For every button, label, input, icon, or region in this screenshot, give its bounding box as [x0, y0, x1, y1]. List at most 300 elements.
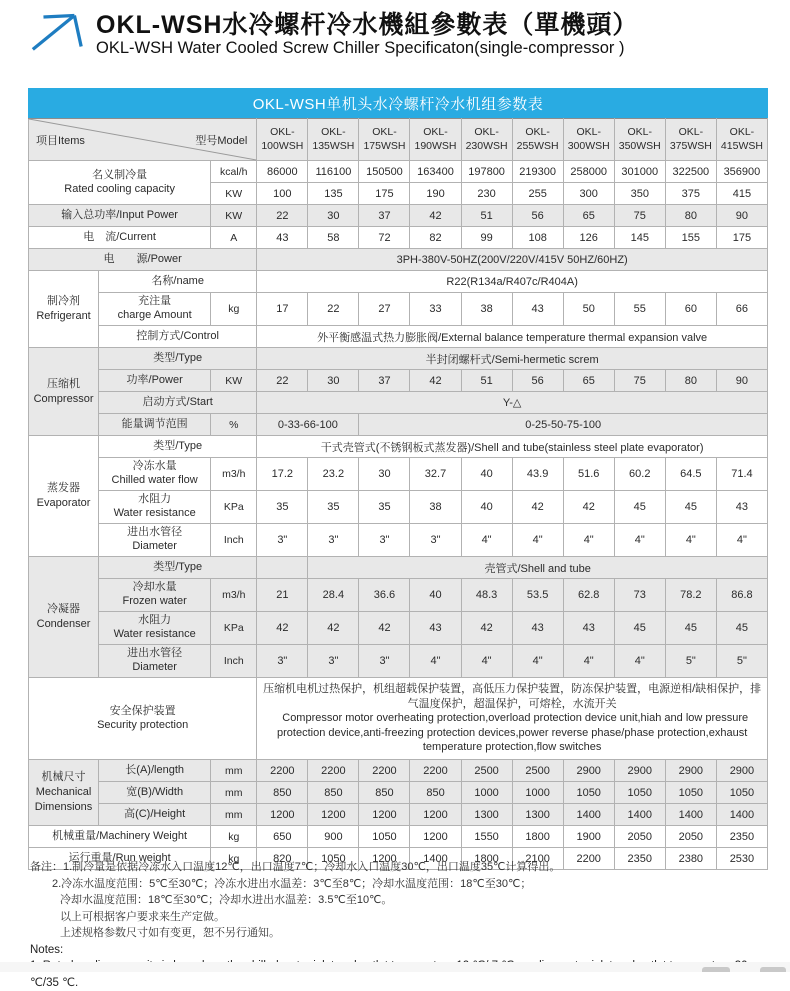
unit-cell: KPa [211, 612, 257, 645]
capacity-label-en: Rated cooling capacity [64, 182, 175, 195]
length-value-cell: 2200 [308, 760, 359, 782]
model-header-cell: OKL-415WSH [716, 119, 767, 161]
machinery-weight-value-cell: 900 [308, 826, 359, 848]
table-row-refrigerant-name [29, 271, 768, 293]
input-power-value-cell: 42 [410, 205, 461, 227]
cond-diameter-value-cell: 4" [461, 645, 512, 678]
compressor-power-label-cell: 功率/Power [99, 370, 211, 392]
cond-diameter-value-cell: 4" [410, 645, 461, 678]
current-value-cell: 108 [512, 227, 563, 249]
cond-diameter-label-zh: 进出水管径 [127, 647, 183, 660]
cond-diameter-value-cell: 4" [614, 645, 665, 678]
table-row-length [29, 760, 768, 782]
notes-heading-en: Notes: [30, 943, 64, 956]
unit-cell: kg [211, 848, 257, 870]
model-header-cell: OKL-135WSH [308, 119, 359, 161]
width-value-cell: 1000 [512, 782, 563, 804]
capacity-kcal-value-cell: 322500 [665, 161, 716, 183]
table-row-condenser-diameter [29, 645, 768, 678]
unit-cell: % [211, 414, 257, 436]
width-value-cell: 850 [308, 782, 359, 804]
unit-cell: Inch [211, 645, 257, 678]
run-weight-label-cell: 运行重量/Run weight [29, 848, 211, 870]
machinery-weight-value-cell: 1900 [563, 826, 614, 848]
capacity-kcal-value-cell: 163400 [410, 161, 461, 183]
evaporator-type-label-cell: 类型/Type [99, 436, 257, 458]
unit-cell: kcal/h [211, 161, 257, 183]
width-value-cell: 1000 [461, 782, 512, 804]
security-text-zh: 压缩机电机过热保护，机组超载保护装置，高低压力保护装置，防冻保护装置，电源逆相/缺相保护，排气温度保护，超温保护，可熔栓，水流开关 [263, 683, 762, 710]
input-power-value-cell: 90 [716, 205, 767, 227]
dimensions-label-en1: Mechanical [35, 786, 92, 799]
evap-resistance-value-cell: 45 [614, 491, 665, 524]
capacity-kw-value-cell: 415 [716, 183, 767, 205]
spec-table [28, 118, 768, 870]
table-row-power-supply [29, 249, 768, 271]
page-edge-stub [760, 967, 786, 972]
evaporator-label-zh: 蒸发器 [47, 482, 81, 495]
control-label-cell: 控制方式/Control [99, 326, 257, 348]
capacity-kcal-value-cell: 258000 [563, 161, 614, 183]
current-value-cell: 155 [665, 227, 716, 249]
width-value-cell: 1050 [665, 782, 716, 804]
power-supply-value-cell: 3PH-380V-50HZ(200V/220V/415V 50HZ/60HZ) [257, 249, 768, 271]
note-line: 2.冷冻水温度范围：5℃至30℃；冷冻水进出水温差：3℃至8℃；冷却水温度范围：18℃至30℃； [52, 877, 532, 890]
capacity-kw-value-cell: 300 [563, 183, 614, 205]
table-row-refrigerant-charge [29, 293, 768, 326]
cooling-flow-label-en: Frozen water [122, 595, 187, 607]
length-value-cell: 2900 [563, 760, 614, 782]
length-value-cell: 2200 [359, 760, 410, 782]
model-header-cell: OKL-375WSH [665, 119, 716, 161]
evap-diameter-value-cell: 4" [512, 524, 563, 557]
run-weight-value-cell: 1050 [308, 848, 359, 870]
cond-resistance-label-en: Water resistance [113, 628, 196, 640]
height-value-cell: 1200 [308, 804, 359, 826]
chilled-flow-label-zh: 冷冻水量 [132, 460, 177, 473]
items-header-label: 项目Items [36, 134, 85, 147]
compressor-power-value-cell: 30 [308, 370, 359, 392]
evap-resistance-value-cell: 43 [716, 491, 767, 524]
table-row-evaporator-diameter [29, 524, 768, 557]
evap-diameter-value-cell: 3" [257, 524, 308, 557]
chilled-flow-label-cell [99, 458, 211, 491]
table-header-row [29, 119, 768, 161]
cooling-flow-value-cell: 86.8 [716, 579, 767, 612]
cond-diameter-value-cell: 3" [257, 645, 308, 678]
cond-resistance-value-cell: 43 [410, 612, 461, 645]
evap-resistance-label-zh: 水阻力 [138, 493, 172, 506]
unit-cell: KW [211, 370, 257, 392]
run-weight-value-cell: 2100 [512, 848, 563, 870]
unit-cell: kg [211, 293, 257, 326]
machinery-weight-value-cell: 1200 [410, 826, 461, 848]
model-header-cell: OKL-100WSH [257, 119, 308, 161]
compressor-label-en: Compressor [33, 392, 94, 405]
run-weight-value-cell: 820 [257, 848, 308, 870]
cond-diameter-value-cell: 5" [716, 645, 767, 678]
capacity-kw-value-cell: 190 [410, 183, 461, 205]
page-title-en: OKL-WSH Water Cooled Screw Chiller Specificaton(single-compressor ) [96, 39, 625, 57]
table-row-evaporator-flow [29, 458, 768, 491]
cond-resistance-value-cell: 42 [359, 612, 410, 645]
cooling-flow-value-cell: 36.6 [359, 579, 410, 612]
height-value-cell: 1200 [359, 804, 410, 826]
model-header-cell: OKL-300WSH [563, 119, 614, 161]
capacity-kw-value-cell: 350 [614, 183, 665, 205]
run-weight-value-cell: 2350 [614, 848, 665, 870]
input-power-value-cell: 37 [359, 205, 410, 227]
charge-value-cell: 17 [257, 293, 308, 326]
compressor-power-value-cell: 90 [716, 370, 767, 392]
cond-resistance-value-cell: 45 [665, 612, 716, 645]
power-supply-label-cell: 电 源/Power [29, 249, 257, 271]
capacity-kcal-value-cell: 150500 [359, 161, 410, 183]
width-value-cell: 850 [359, 782, 410, 804]
chilled-flow-value-cell: 43.9 [512, 458, 563, 491]
height-label-cell: 高(C)/Height [99, 804, 211, 826]
security-label-en: Security protection [97, 718, 189, 731]
height-value-cell: 1400 [614, 804, 665, 826]
dimensions-label-zh: 机械尺寸 [41, 771, 86, 784]
table-row-condenser-resistance [29, 612, 768, 645]
evap-resistance-value-cell: 42 [512, 491, 563, 524]
evap-resistance-value-cell: 35 [359, 491, 410, 524]
cond-resistance-label-cell [99, 612, 211, 645]
note-line: 上述规格参数尺寸如有变更，恕不另行通知。 [60, 927, 280, 939]
capacity-kcal-value-cell: 301000 [614, 161, 665, 183]
energy-range-small-cell: 0-33-66-100 [257, 414, 359, 436]
charge-value-cell: 27 [359, 293, 410, 326]
cond-diameter-label-cell [99, 645, 211, 678]
current-value-cell: 126 [563, 227, 614, 249]
height-value-cell: 1400 [716, 804, 767, 826]
cond-resistance-value-cell: 42 [308, 612, 359, 645]
model-header-cell: OKL-175WSH [359, 119, 410, 161]
refrigerant-name-value-cell: R22(R134a/R407c/R404A) [257, 271, 768, 293]
unit-cell: mm [211, 782, 257, 804]
table-row-current [29, 227, 768, 249]
compressor-category-cell [29, 348, 99, 436]
compressor-power-value-cell: 22 [257, 370, 308, 392]
evap-resistance-value-cell: 35 [257, 491, 308, 524]
evap-diameter-label-cell [99, 524, 211, 557]
current-value-cell: 175 [716, 227, 767, 249]
cond-resistance-value-cell: 45 [614, 612, 665, 645]
evaporator-label-en: Evaporator [36, 497, 91, 509]
charge-label-en: charge Amount [117, 309, 192, 321]
evap-diameter-value-cell: 3" [308, 524, 359, 557]
cond-resistance-value-cell: 43 [563, 612, 614, 645]
current-value-cell: 72 [359, 227, 410, 249]
machinery-weight-value-cell: 650 [257, 826, 308, 848]
evap-diameter-label-zh: 进出水管径 [127, 526, 183, 539]
condenser-type-label-cell: 类型/Type [99, 557, 257, 579]
charge-value-cell: 60 [665, 293, 716, 326]
energy-label-cell: 能量调节范围 [99, 414, 211, 436]
cond-diameter-value-cell: 3" [359, 645, 410, 678]
evap-diameter-value-cell: 3" [410, 524, 461, 557]
corner-header-cell [29, 119, 257, 161]
cooling-flow-value-cell: 78.2 [665, 579, 716, 612]
condenser-category-cell [29, 557, 99, 678]
evap-resistance-value-cell: 45 [665, 491, 716, 524]
evaporator-category-cell [29, 436, 99, 557]
evap-resistance-value-cell: 42 [563, 491, 614, 524]
unit-cell: mm [211, 760, 257, 782]
compressor-power-value-cell: 51 [461, 370, 512, 392]
input-power-value-cell: 65 [563, 205, 614, 227]
chilled-flow-value-cell: 23.2 [308, 458, 359, 491]
cond-resistance-value-cell: 45 [716, 612, 767, 645]
cooling-flow-value-cell: 40 [410, 579, 461, 612]
unit-cell: mm [211, 804, 257, 826]
table-row-capacity-kcal [29, 161, 768, 183]
refrigerant-label-en: Refrigerant [36, 310, 91, 322]
run-weight-value-cell: 1800 [461, 848, 512, 870]
evap-diameter-value-cell: 4" [614, 524, 665, 557]
height-value-cell: 1400 [563, 804, 614, 826]
model-header-cell: OKL-190WSH [410, 119, 461, 161]
capacity-label-zh: 名义制冷量 [92, 168, 148, 181]
compressor-power-value-cell: 80 [665, 370, 716, 392]
width-value-cell: 1050 [563, 782, 614, 804]
run-weight-value-cell: 1200 [359, 848, 410, 870]
compressor-power-value-cell: 65 [563, 370, 614, 392]
unit-cell: m3/h [211, 458, 257, 491]
model-header-cell: OKL-255WSH [512, 119, 563, 161]
evap-diameter-value-cell: 4" [716, 524, 767, 557]
note-line: 冷却水温度范围：18℃至30℃；冷却水进出水温差：3.5℃至10℃。 [60, 894, 393, 906]
cond-diameter-value-cell: 4" [563, 645, 614, 678]
charge-value-cell: 22 [308, 293, 359, 326]
refrigerant-label-zh: 制冷剂 [47, 295, 81, 308]
start-value-cell: Y-△ [257, 392, 768, 414]
compressor-power-value-cell: 56 [512, 370, 563, 392]
table-row-compressor-start [29, 392, 768, 414]
unit-cell: KPa [211, 491, 257, 524]
cooling-flow-label-cell [99, 579, 211, 612]
unit-cell: A [211, 227, 257, 249]
energy-range-large-cell: 0-25-50-75-100 [359, 414, 768, 436]
capacity-kw-value-cell: 255 [512, 183, 563, 205]
cond-diameter-value-cell: 5" [665, 645, 716, 678]
charge-label-cell [99, 293, 211, 326]
refrigerant-category-cell [29, 271, 99, 348]
security-label-cell [29, 678, 257, 760]
height-value-cell: 1200 [410, 804, 461, 826]
run-weight-value-cell: 2200 [563, 848, 614, 870]
control-value-cell: 外平衡感温式热力膨胀阀/External balance temperature thermal expansion valve [257, 326, 768, 348]
start-label-cell: 启动方式/Start [99, 392, 257, 414]
machinery-weight-value-cell: 1550 [461, 826, 512, 848]
input-power-value-cell: 30 [308, 205, 359, 227]
run-weight-value-cell: 2530 [716, 848, 767, 870]
charge-value-cell: 38 [461, 293, 512, 326]
run-weight-value-cell: 1400 [410, 848, 461, 870]
cooling-flow-value-cell: 28.4 [308, 579, 359, 612]
table-row-compressor-power [29, 370, 768, 392]
cooling-flow-value-cell: 21 [257, 579, 308, 612]
security-value-cell [257, 678, 768, 760]
chilled-flow-value-cell: 51.6 [563, 458, 614, 491]
evap-diameter-value-cell: 4" [665, 524, 716, 557]
charge-value-cell: 33 [410, 293, 461, 326]
length-value-cell: 2500 [461, 760, 512, 782]
dimensions-category-cell [29, 760, 99, 826]
capacity-kw-value-cell: 100 [257, 183, 308, 205]
capacity-kcal-value-cell: 219300 [512, 161, 563, 183]
evaporator-type-value-cell: 干式壳管式(不锈钢板式蒸发器)/Shell and tube(stainless steel plate evaporator) [257, 436, 768, 458]
width-value-cell: 850 [257, 782, 308, 804]
input-power-value-cell: 75 [614, 205, 665, 227]
table-row-evaporator-type [29, 436, 768, 458]
chilled-flow-value-cell: 40 [461, 458, 512, 491]
chilled-flow-value-cell: 64.5 [665, 458, 716, 491]
footer-band [0, 962, 790, 972]
width-value-cell: 1050 [614, 782, 665, 804]
current-label-cell: 电 流/Current [29, 227, 211, 249]
capacity-kw-value-cell: 230 [461, 183, 512, 205]
cooling-flow-value-cell: 73 [614, 579, 665, 612]
run-weight-value-cell: 2380 [665, 848, 716, 870]
compressor-type-value-cell: 半封闭螺杆式/Semi-hermetic screm [257, 348, 768, 370]
model-header-cell: OKL-350WSH [614, 119, 665, 161]
evap-resistance-value-cell: 35 [308, 491, 359, 524]
input-power-value-cell: 51 [461, 205, 512, 227]
cooling-flow-label-zh: 冷却水量 [132, 581, 177, 594]
note-line: 以上可根据客户要求来生产定做。 [60, 910, 225, 923]
table-banner-title: OKL-WSH单机头水冷螺杆冷水机组参数表 [252, 95, 544, 113]
machinery-weight-value-cell: 2050 [614, 826, 665, 848]
machinery-weight-label-cell: 机械重量/Machinery Weight [29, 826, 211, 848]
table-row-evaporator-resistance [29, 491, 768, 524]
table-row-machinery-weight [29, 826, 768, 848]
table-row-width [29, 782, 768, 804]
current-value-cell: 99 [461, 227, 512, 249]
capacity-kcal-value-cell: 116100 [308, 161, 359, 183]
cond-resistance-value-cell: 43 [512, 612, 563, 645]
capacity-label-cell [29, 161, 211, 205]
cooling-flow-value-cell: 62.8 [563, 579, 614, 612]
table-row-refrigerant-control [29, 326, 768, 348]
input-power-value-cell: 56 [512, 205, 563, 227]
unit-cell: m3/h [211, 579, 257, 612]
cond-diameter-label-en: Diameter [132, 661, 177, 673]
length-value-cell: 2200 [257, 760, 308, 782]
cond-resistance-label-zh: 水阻力 [138, 614, 172, 627]
width-label-cell: 宽(B)/Width [99, 782, 211, 804]
charge-value-cell: 43 [512, 293, 563, 326]
height-value-cell: 1200 [257, 804, 308, 826]
note-line-en: ℃/35 ℃. [30, 976, 79, 989]
chilled-flow-value-cell: 32.7 [410, 458, 461, 491]
compressor-power-value-cell: 37 [359, 370, 410, 392]
refrigerant-name-label-cell: 名称/name [99, 271, 257, 293]
compressor-power-value-cell: 75 [614, 370, 665, 392]
cooling-flow-value-cell: 53.5 [512, 579, 563, 612]
cond-diameter-value-cell: 4" [512, 645, 563, 678]
length-value-cell: 2900 [665, 760, 716, 782]
unit-cell: kg [211, 826, 257, 848]
note-line: 备注：1.制冷量是依据冷冻水入口温度12℃，出口温度7℃；冷却水入口温度30℃，出口温度35℃计算得出。 [30, 861, 561, 873]
evap-resistance-label-cell [99, 491, 211, 524]
capacity-kw-value-cell: 135 [308, 183, 359, 205]
machinery-weight-value-cell: 2050 [665, 826, 716, 848]
chilled-flow-value-cell: 30 [359, 458, 410, 491]
cond-diameter-value-cell: 3" [308, 645, 359, 678]
height-value-cell: 1300 [512, 804, 563, 826]
table-row-condenser-flow [29, 579, 768, 612]
current-value-cell: 43 [257, 227, 308, 249]
chilled-flow-value-cell: 17.2 [257, 458, 308, 491]
evap-diameter-value-cell: 3" [359, 524, 410, 557]
length-label-cell: 长(A)/length [99, 760, 211, 782]
width-value-cell: 1050 [716, 782, 767, 804]
evap-resistance-value-cell: 38 [410, 491, 461, 524]
chilled-flow-value-cell: 60.2 [614, 458, 665, 491]
page-title-zh: OKL-WSH水冷螺杆冷水機組參數表（單機頭） [96, 11, 639, 39]
current-value-cell: 58 [308, 227, 359, 249]
dimensions-label-en2: Dimensions [34, 800, 93, 813]
capacity-kw-value-cell: 175 [359, 183, 410, 205]
evap-diameter-label-en: Diameter [132, 540, 177, 552]
charge-value-cell: 50 [563, 293, 614, 326]
machinery-weight-value-cell: 1050 [359, 826, 410, 848]
length-value-cell: 2900 [716, 760, 767, 782]
capacity-kcal-value-cell: 356900 [716, 161, 767, 183]
table-row-compressor-energy [29, 414, 768, 436]
input-power-label-cell: 输入总功率/Input Power [29, 205, 211, 227]
width-value-cell: 850 [410, 782, 461, 804]
model-header-cell: OKL-230WSH [461, 119, 512, 161]
capacity-kw-value-cell: 375 [665, 183, 716, 205]
current-value-cell: 145 [614, 227, 665, 249]
table-row-input-power [29, 205, 768, 227]
condenser-label-en: Condenser [36, 618, 91, 630]
input-power-value-cell: 80 [665, 205, 716, 227]
capacity-kcal-value-cell: 197800 [461, 161, 512, 183]
condenser-type-value-cell: 壳管式/Shell and tube [308, 557, 768, 579]
cooling-flow-value-cell: 48.3 [461, 579, 512, 612]
page-edge-stub [702, 967, 730, 972]
arrow-up-right-logo-icon [28, 6, 86, 56]
machinery-weight-value-cell: 2350 [716, 826, 767, 848]
cond-resistance-value-cell: 42 [461, 612, 512, 645]
length-value-cell: 2200 [410, 760, 461, 782]
height-value-cell: 1400 [665, 804, 716, 826]
charge-value-cell: 66 [716, 293, 767, 326]
table-row-condenser-type [29, 557, 768, 579]
chilled-flow-label-en: Chilled water flow [111, 474, 198, 486]
current-value-cell: 82 [410, 227, 461, 249]
security-text-en: Compressor motor overheating protection,overload protection device unit,hiah and low pressure protection device,anti-freezing protection devices,power reverse phase/phase protection,exhaust temperature protection,flow switches [276, 712, 752, 754]
unit-cell: KW [211, 205, 257, 227]
table-row-compressor-type [29, 348, 768, 370]
compressor-label-zh: 压缩机 [47, 377, 81, 390]
length-value-cell: 2500 [512, 760, 563, 782]
evap-resistance-label-en: Water resistance [113, 507, 196, 519]
condenser-type-empty-cell [257, 557, 308, 579]
security-label-zh: 安全保护装置 [109, 704, 176, 717]
evap-diameter-value-cell: 4" [461, 524, 512, 557]
capacity-kcal-value-cell: 86000 [257, 161, 308, 183]
unit-cell: Inch [211, 524, 257, 557]
chilled-flow-value-cell: 71.4 [716, 458, 767, 491]
model-header-label: 型号Model [195, 134, 248, 147]
charge-value-cell: 55 [614, 293, 665, 326]
machinery-weight-value-cell: 1800 [512, 826, 563, 848]
